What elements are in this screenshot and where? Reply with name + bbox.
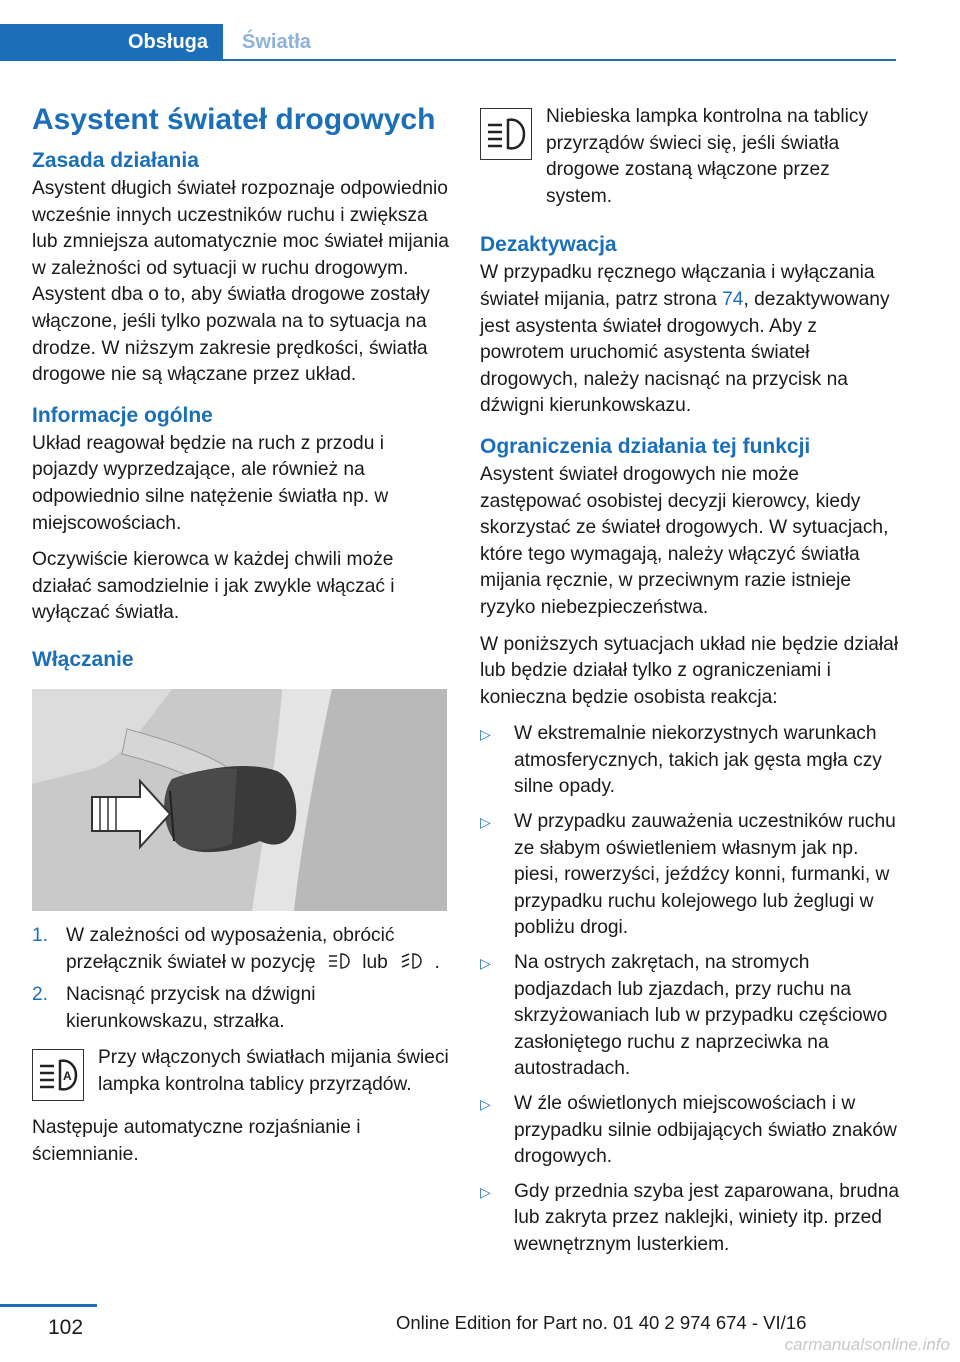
heading-wlaczanie: Włączanie xyxy=(32,647,134,671)
step1-text-b: lub xyxy=(362,951,388,973)
heading-informacje: Informacje ogólne xyxy=(32,403,213,427)
bullet-text: Na ostrych zakrętach, na stromych podjazdach lub zjazdach, przy ruchu na skrzyżowaniach lub w przypadku częściowo zasłoniętego ruchu z naprzeciwka na autostradach. xyxy=(514,952,888,1080)
paragraph-closing: Następuje automatyczne rozjaśnianie i ściemnianie. xyxy=(32,1117,361,1165)
section-wlaczanie xyxy=(32,645,450,1169)
step-number: 2. xyxy=(32,984,49,1006)
heading-zasada: Zasada działania xyxy=(32,149,199,172)
steps-list xyxy=(32,923,450,1035)
right-column xyxy=(480,100,900,1271)
bullet-triangle-icon: ▷ xyxy=(480,726,491,743)
edition-label: Online Edition for Part no. 01 40 2 974 674 - VI/16 xyxy=(396,1312,807,1333)
list-item xyxy=(480,721,900,801)
heading-ograniczenia: Ograniczenia działania tej funkcji xyxy=(480,434,811,458)
list-item xyxy=(480,950,900,1083)
chapter-header xyxy=(0,24,896,62)
paragraph-informacje-1: Układ reagował będzie na ruch z przodu i pojazdy wyprzedzające, ale również na odpowiednio silne natężenie światła np. w miejscowościach. xyxy=(32,432,389,534)
section-ograniczenia xyxy=(480,432,900,1259)
page-link-74[interactable]: 74 xyxy=(722,288,744,310)
limitations-list xyxy=(480,721,900,1258)
bullet-text: W przypadku zauważenia uczestników ruchu ze słabym oświetleniem własnym jak np. piesi, rowerzyści, jeźdźcy konni, furmanki, w przypadku ruchu kolejowego lub żeglugi w pobliżu drogi. xyxy=(514,811,896,939)
section-zasada xyxy=(32,146,450,389)
step1-text-c: . xyxy=(434,951,440,973)
tab-swiatla[interactable]: Światła xyxy=(242,31,311,53)
indicator-block-auto xyxy=(32,1045,450,1101)
dezaktywacja-text-a: W przypadku ręcznego włączania i wyłączania świateł mijania, patrz strona xyxy=(480,262,875,310)
list-item xyxy=(32,982,450,1035)
bullet-triangle-icon: ▷ xyxy=(480,955,491,972)
high-beam-indicator-icon xyxy=(480,108,532,160)
watermark: carmanualsonline.info xyxy=(784,1335,950,1354)
paragraph-dezaktywacja xyxy=(480,260,900,420)
left-column xyxy=(32,100,450,1178)
turn-signal-lever-photo xyxy=(32,689,447,911)
list-item xyxy=(480,1091,900,1171)
heading-dezaktywacja: Dezaktywacja xyxy=(480,233,617,257)
bullet-text: Gdy przednia szyba jest zaparowana, brudna lub zakryta przez naklejki, winiety itp. przed wewnętrznym lusterkiem. xyxy=(514,1180,900,1255)
paragraph-informacje-2: Oczywiście kierowca w każdej chwili może działać samodzielnie i jak zwykle włączać i wyłączać światła. xyxy=(32,549,395,624)
indicator-text-auto: Przy włączonych światłach mijania świeci lampka kontrolna tablicy przyrządów. xyxy=(98,1047,449,1095)
list-item xyxy=(480,809,900,942)
lever-illustration xyxy=(32,689,447,911)
indicator-text-highbeam: Niebieska lampka kontrolna na tablicy przyrządów świeci się, jeśli światła drogowe zostaną włączone przez system. xyxy=(546,106,869,207)
bullet-text: W ekstremalnie niekorzystnych warunkach atmosferycznych, takich jak gęsta mgła czy silne opady. xyxy=(514,723,882,798)
dezaktywacja-text-b: , dezaktywowany jest asystenta świateł drogowych. Aby z powrotem uruchomić asystenta świateł drogowych, należy nacisnąć na przycisk na dźwigni kierunkowskazu. xyxy=(480,288,890,417)
bullet-triangle-icon: ▷ xyxy=(480,1096,491,1112)
bullet-triangle-icon: ▷ xyxy=(480,814,491,831)
svg-text:A: A xyxy=(63,1069,72,1084)
tab-obsluga[interactable]: Obsługa xyxy=(0,24,223,61)
list-item xyxy=(32,923,450,976)
footer-divider xyxy=(0,1304,97,1307)
page-title: Asystent świateł drogowych xyxy=(32,103,436,136)
auto-light-switch-icon xyxy=(327,951,351,971)
auto-high-beam-indicator-icon xyxy=(32,1049,84,1101)
indicator-block-highbeam xyxy=(480,104,900,210)
page-number: 102 xyxy=(48,1316,84,1339)
header-divider xyxy=(223,59,896,61)
step2-text: Nacisnąć przycisk na dźwigni kierunkowskazu, strzałka. xyxy=(66,984,316,1032)
step1-text-a: W zależności od wyposażenia, obrócić przełącznik świateł w pozycję xyxy=(66,924,395,973)
paragraph-zasada: Asystent długich świateł rozpoznaje odpowiednio wcześnie innych uczestników ruchu i zwiększa lub zmniejsza automatycznie moc świateł mijania w zależności od sytuacji w ruchu drogowym. Asystent dba o to, aby światła drogowe zostały włączone, jeśli tylko pozwala na to sytuacja na drodze. W niższym zakresie prędkości, światła drogowe nie są włączane przez układ. xyxy=(32,178,449,386)
section-dezaktywacja xyxy=(480,230,900,420)
low-beam-icon xyxy=(399,951,423,971)
step-number: 1. xyxy=(32,924,49,946)
paragraph-ograniczenia-2: W poniższych sytuacjach układ nie będzie działał lub będzie działał tylko z ograniczeniami i konieczna będzie osobista reakcja: xyxy=(480,633,899,708)
section-informacje xyxy=(32,401,450,627)
paragraph-ograniczenia-1: Asystent świateł drogowych nie może zastępować osobistej decyzji kierowcy, kiedy skorzystać ze świateł drogowych. W sytuacjach, które tego wymagają, należy włączyć światła mijania ręcznie, w przeciwnym razie istnieje ryzyko niebezpieczeństwa. xyxy=(480,463,889,618)
bullet-text: W źle oświetlonych miejscowościach i w przypadku silnie odbijających światło znaków drogowych. xyxy=(514,1093,897,1168)
list-item xyxy=(480,1179,900,1259)
bullet-triangle-icon: ▷ xyxy=(480,1183,491,1200)
